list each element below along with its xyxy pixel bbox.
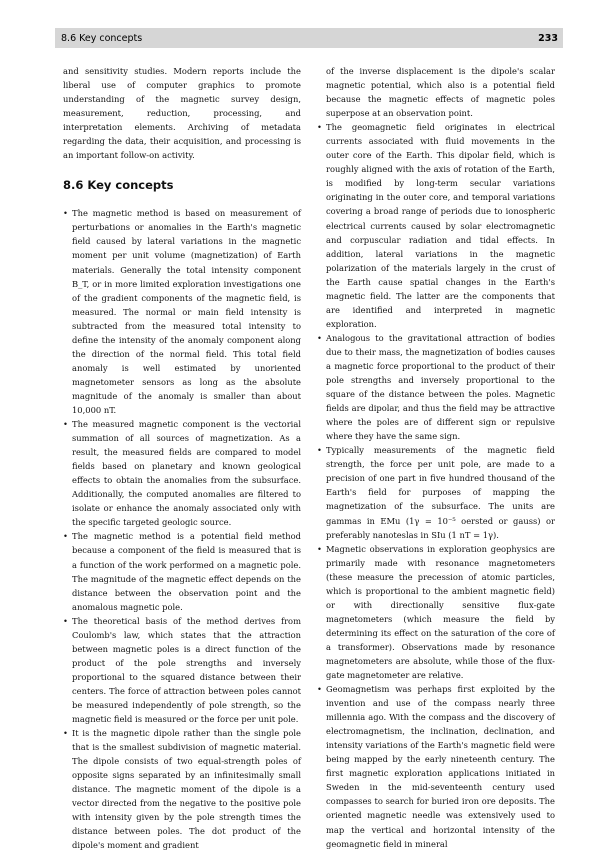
key-concepts-list-continued <box>317 120 555 850</box>
list-item: • The theoretical basis of the method derives from Coulomb's law, which states that the attraction between magnetic poles is a direct function of the product of the pole strengths and inversely proportional to the squared distance between their centers. The force of attraction between poles cannot be measured independently of pole strength, so the magnetic field is measured or the force per unit pole. <box>63 614 301 726</box>
page-number: 233 <box>538 32 558 44</box>
list-item: • The measured magnetic component is the vectorial summation of all sources of magnetization. As a result, the measured fields are compared to model fields based on planetary and known geological effects to obtain the anomalies from the subsurface. Additionally, the computed anomalies are filtered to isolate or enhance the anomaly associated only with the specific targeted geologic source. <box>63 417 301 529</box>
right-column <box>317 64 555 851</box>
section-heading: 8.6 Key concepts <box>63 178 174 193</box>
list-item: • The geomagnetic field originates in electrical currents associated with fluid movements in the outer core of the Earth. This dipolar field, which is roughly aligned with the axis of rotation of the Earth, is modified by long-term secular variations originating in the outer core, and temporal variations covering a broad range of periods due to ionospheric electrical currents caused by solar electromagnetic and corpuscular radiation and tidal effects. In addition, lateral variations in the magnetic polarization of the materials largely in the crust of the Earth cause spatial changes in the Earth's magnetic field. The latter are the components that are identified and interpreted in magnetic exploration. <box>317 120 555 331</box>
intro-paragraph: and sensitivity studies. Modern reports include the liberal use of computer graphics to promote understanding of the magnetic survey design, measurement, reduction, processing, and interpretation elements. Archiving of metadata regarding the data, their acquisition, and processing is an important follow-on activity. <box>63 66 301 161</box>
list-item: • Geomagnetism was perhaps first exploited by the invention and use of the compass nearly three millennia ago. With the compass and the discovery of electromagnetism, the inclination, declination, and intensity variations of the Earth's magnetic field were being mapped by the early nineteenth century. The first magnetic exploration applications initiated in Sweden in the mid-seventeenth century used compasses to search for buried iron ore deposits. The oriented magnetic needle was extensively used to map the vertical and horizontal intensity of the geomagnetic field in mineral <box>317 682 555 851</box>
list-item: • The magnetic method is a potential field method because a component of the field is measured that is a function of the work performed on a magnetic pole. The magnitude of the magnetic effect depends on the distance between the observation point and the anomalous magnetic pole. <box>63 529 301 613</box>
section-title: 8.6 Key concepts <box>61 32 143 44</box>
key-concepts-list <box>63 206 301 852</box>
list-item: • The magnetic method is based on measurement of perturbations or anomalies in the Earth's magnetic field caused by lateral variations in the magnetic moment per unit volume (magnetization) of Earth materials. Generally the total intensity component B_T, or in more limited exploration investigations one of the gradient components of the magnetic field, is measured. The normal or main field intensity is subtracted from the measured total intensity to define the intensity of the anomaly component along the direction of the normal field. This total field anomaly is well estimated by unoriented magnetometer sensors as long as the absolute magnitude of the anomaly is smaller than about 10,000 nT. <box>63 206 301 417</box>
list-item: • Typically measurements of the magnetic field strength, the force per unit pole, are made to a precision of one part in five hundred thousand of the Earth's field for purposes of mapping the magnetization of the subsurface. The units are gammas in EMu (1γ = 10⁻⁵ oersted or gauss) or preferably nanoteslas in SIu (1 nT = 1γ). <box>317 443 555 541</box>
list-item: • It is the magnetic dipole rather than the single pole that is the smallest subdivision of magnetic material. The dipole consists of two equal-strength poles of opposite signs separated by an infinitesimally small distance. The magnetic moment of the dipole is a vector directed from the negative to the positive pole with intensity given by the pole strength times the distance between poles. The dot product of the dipole's moment and gradient <box>63 726 301 852</box>
list-item: • Analogous to the gravitational attraction of bodies due to their mass, the magnetization of bodies causes a magnetic force proportional to the product of their pole strengths and inversely proportional to the square of the distance between the poles. Magnetic fields are dipolar, and thus the field may be attractive where the poles are of different sign or repulsive where they have the same sign. <box>317 331 555 443</box>
running-header <box>55 28 563 48</box>
list-item: • Magnetic observations in exploration geophysics are primarily made with resonance magnetometers (these measure the precession of atomic particles, which is proportional to the ambient magnetic field) or with directionally sensitive flux-gate magnetometers (which measure the field by determining its effect on the saturation of the core of a transformer). Observations made by resonance magnetometers are absolute, while those of the flux-gate magnetometer are relative. <box>317 542 555 682</box>
left-column <box>63 64 301 852</box>
continued-list-item: of the inverse displacement is the dipole's scalar magnetic potential, which also is a potential field because the magnetic effects of magnetic poles superpose at an observation point. <box>326 66 555 119</box>
